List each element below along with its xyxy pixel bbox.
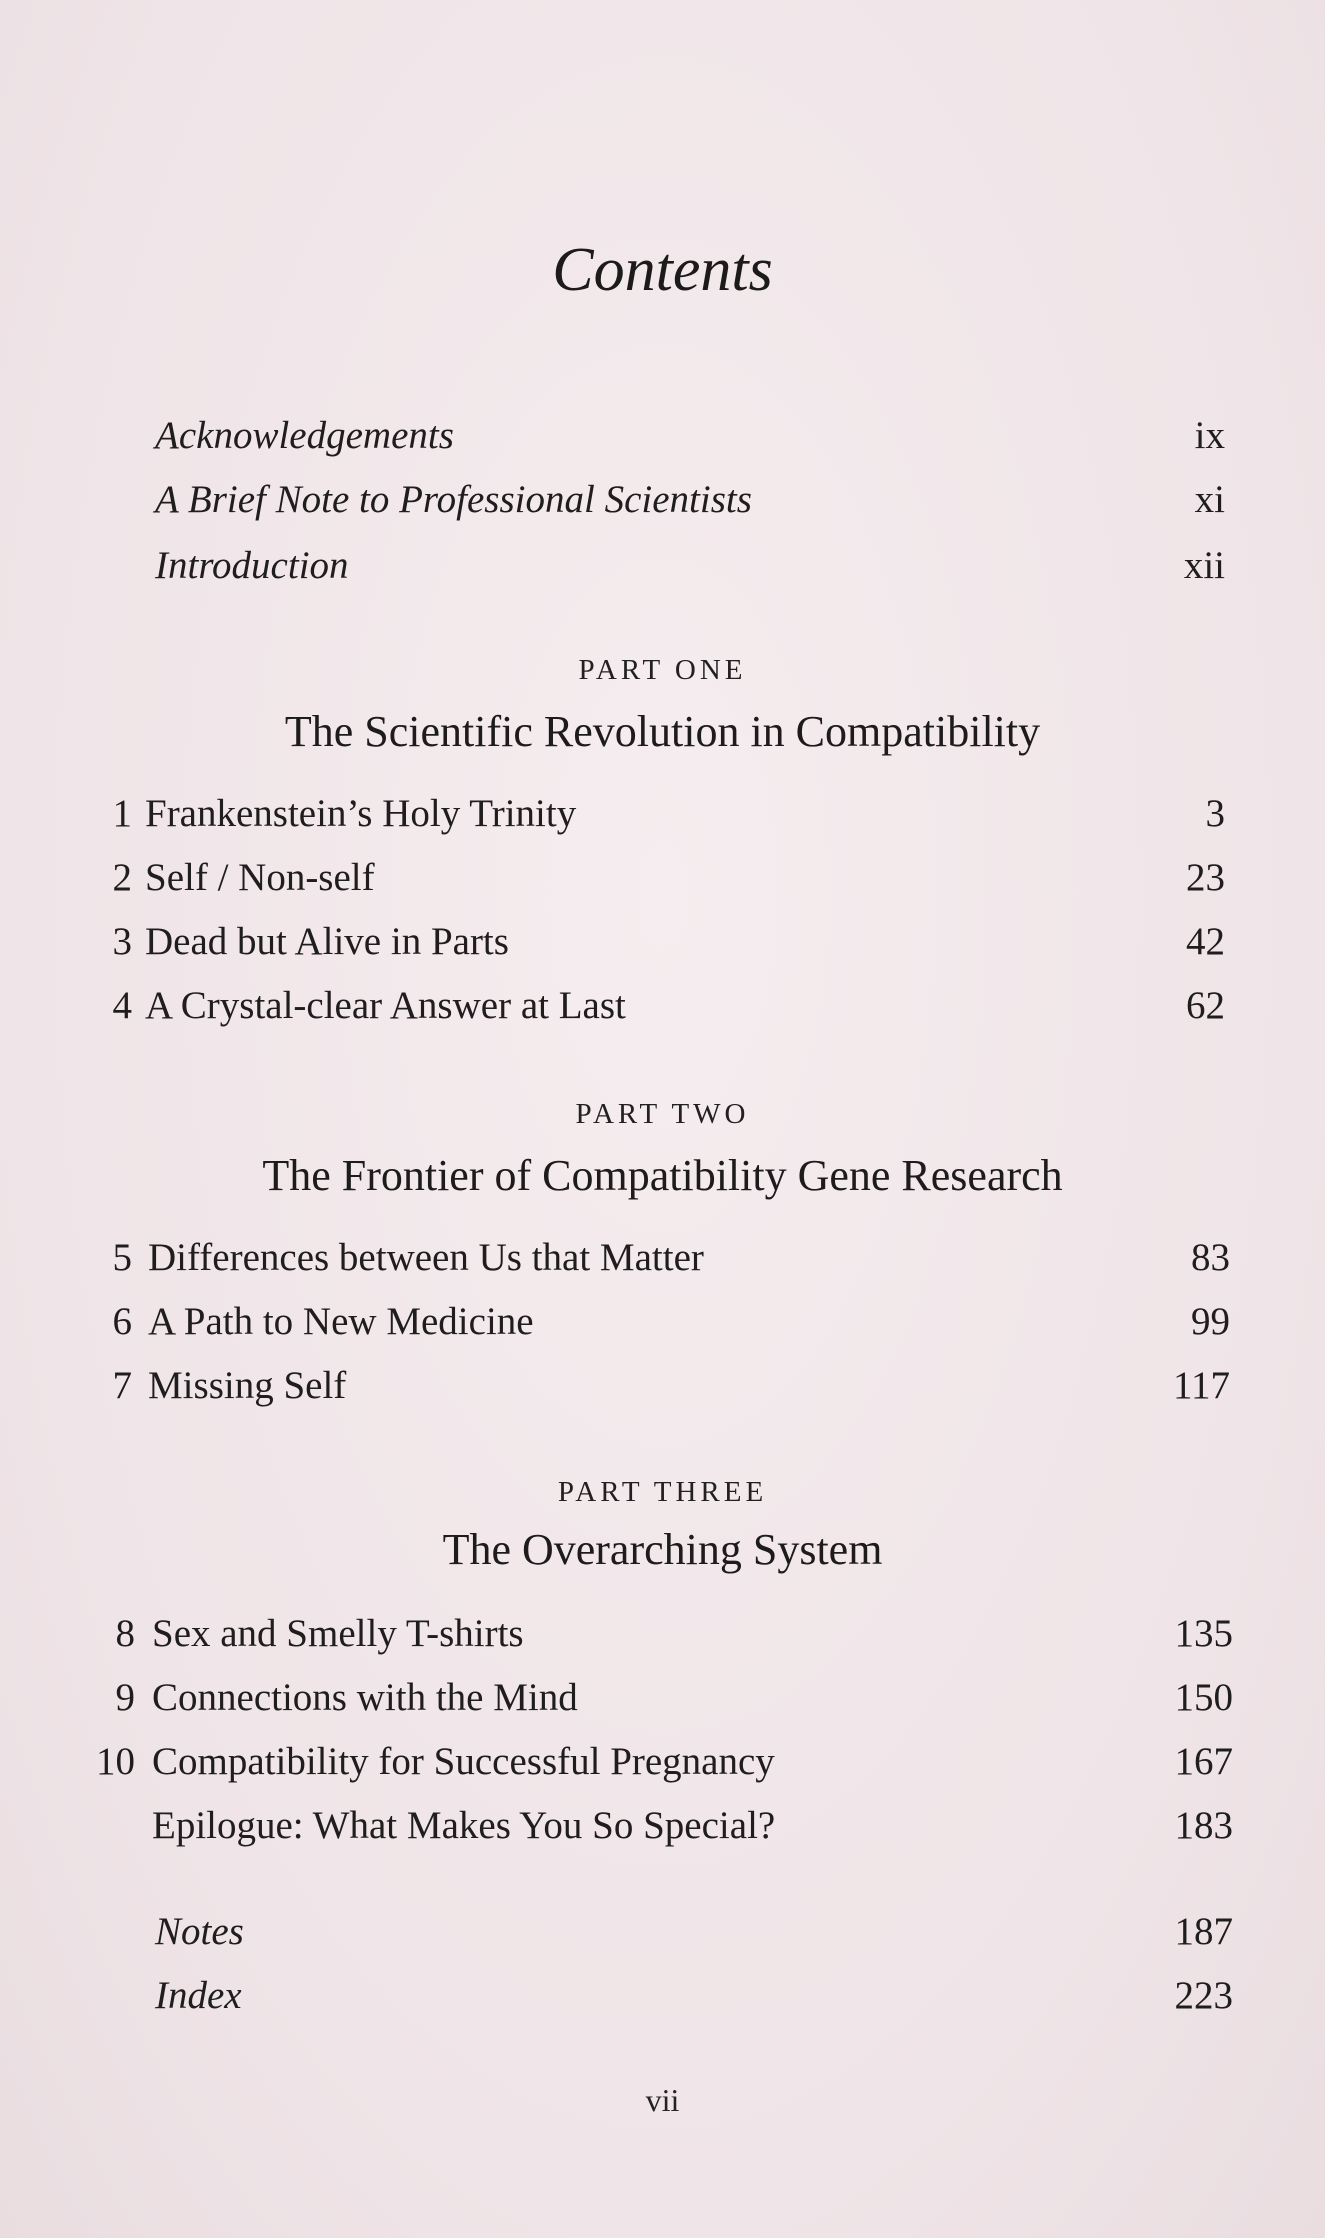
chapter-number: 3 [112, 920, 132, 963]
toc-entry-label: Introduction [155, 544, 349, 587]
page-title: Contents [552, 236, 773, 304]
toc-chapter-6 [0, 1294, 1325, 1350]
toc-chapter-10 [0, 1734, 1325, 1790]
chapter-title: Dead but Alive in Parts [145, 920, 509, 963]
chapter-title: Sex and Smelly T-shirts [152, 1612, 524, 1655]
chapter-number: 9 [115, 1676, 135, 1719]
chapter-page: 99 [1191, 1300, 1230, 1343]
toc-entry-page: ix [1194, 414, 1225, 457]
toc-chapter-5 [0, 1230, 1325, 1286]
part-one-title: The Scientific Revolution in Compatibility [284, 707, 1041, 756]
chapter-page: 62 [1186, 984, 1225, 1027]
toc-entry-acknowledgements [0, 408, 1325, 464]
toc-chapter-1 [0, 786, 1325, 842]
toc-entry-label: A Brief Note to Professional Scientists [155, 478, 752, 521]
part-three-title: The Overarching System [442, 1525, 883, 1574]
chapter-number: 4 [112, 984, 132, 1027]
chapter-page: 3 [1205, 792, 1225, 835]
part-two-title: The Frontier of Compatibility Gene Research [262, 1151, 1063, 1200]
chapter-page: 150 [1174, 1676, 1233, 1719]
chapter-number: 6 [112, 1300, 132, 1343]
toc-entry-page: 223 [1174, 1974, 1233, 2017]
toc-entry-page: xii [1183, 544, 1225, 587]
chapter-page: 83 [1191, 1236, 1230, 1279]
toc-entry-brief-note [0, 472, 1325, 528]
toc-entry-index [0, 1968, 1325, 2024]
chapter-page: 23 [1186, 856, 1225, 899]
chapter-title: Self / Non-self [145, 856, 375, 899]
chapter-page: 117 [1172, 1364, 1230, 1407]
chapter-number: 5 [112, 1236, 132, 1279]
toc-chapter-7 [0, 1358, 1325, 1414]
toc-entry-page: 187 [1174, 1910, 1233, 1953]
toc-epilogue [0, 1798, 1325, 1854]
toc-entry-label: Index [155, 1974, 242, 2017]
chapter-title: Differences between Us that Matter [148, 1236, 704, 1279]
chapter-page: 183 [1174, 1804, 1233, 1847]
part-three-label: PART THREE [557, 1476, 768, 1508]
toc-entry-label: Notes [155, 1910, 244, 1953]
part-one-label: PART ONE [578, 654, 747, 686]
chapter-title: Connections with the Mind [152, 1676, 578, 1719]
chapter-title: Epilogue: What Makes You So Special? [152, 1804, 776, 1847]
chapter-page: 42 [1186, 920, 1225, 963]
chapter-title: Missing Self [148, 1364, 347, 1407]
toc-entry-notes [0, 1904, 1325, 1960]
toc-entry-page: xi [1194, 478, 1225, 521]
chapter-number: 10 [96, 1740, 135, 1783]
toc-entry-label: Acknowledgements [155, 414, 454, 457]
chapter-page: 135 [1174, 1612, 1233, 1655]
chapter-number: 7 [112, 1364, 132, 1407]
chapter-title: A Path to New Medicine [148, 1300, 534, 1343]
chapter-number: 1 [112, 792, 132, 835]
chapter-number: 2 [112, 856, 132, 899]
toc-chapter-9 [0, 1670, 1325, 1726]
part-two-label: PART TWO [575, 1098, 750, 1130]
toc-chapter-2 [0, 850, 1325, 906]
toc-entry-introduction [0, 538, 1325, 594]
chapter-page: 167 [1174, 1740, 1233, 1783]
toc-chapter-3 [0, 914, 1325, 970]
chapter-title: Frankenstein’s Holy Trinity [145, 792, 577, 835]
toc-chapter-4 [0, 978, 1325, 1034]
toc-chapter-8 [0, 1606, 1325, 1662]
chapter-title: A Crystal-clear Answer at Last [145, 984, 626, 1027]
chapter-number: 8 [115, 1612, 135, 1655]
chapter-title: Compatibility for Successful Pregnancy [152, 1740, 775, 1783]
page-number: vii [645, 2082, 680, 2118]
